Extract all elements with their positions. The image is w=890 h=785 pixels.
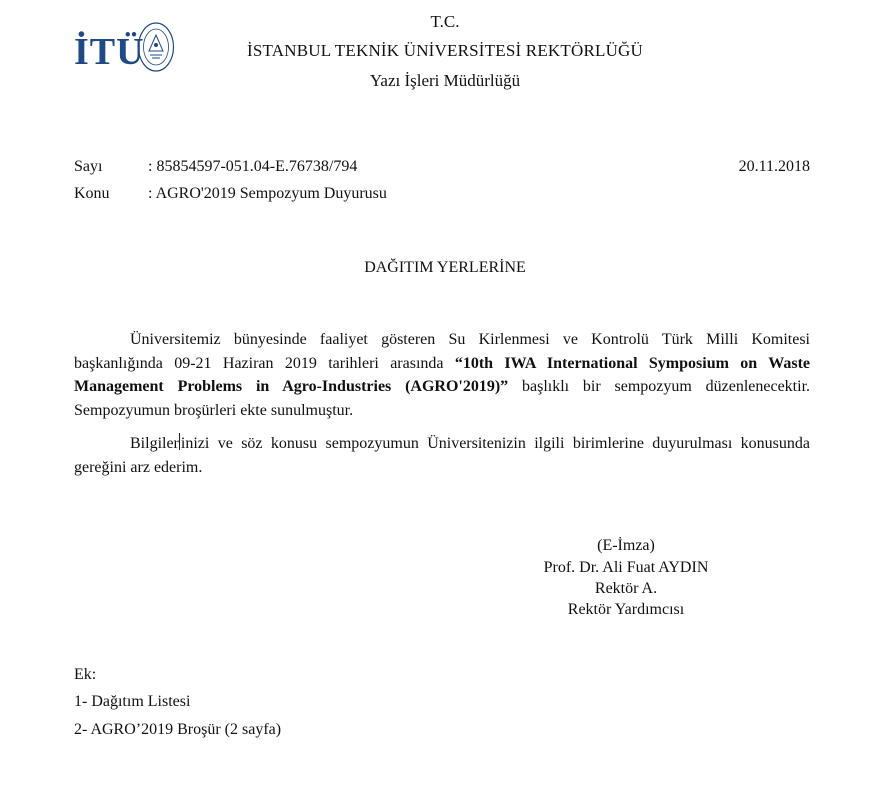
- signatory-title-1: Rektör A.: [594, 580, 658, 597]
- p1-symposium-title: “10th IWA International Symposium on Waste Management Problems in Agro-Industries (AGRO'2019)”: [74, 354, 810, 395]
- body-paragraph-2[interactable]: [74, 432, 810, 479]
- sayi-label: Sayı: [74, 158, 103, 175]
- konu-value: : AGRO'2019 Sempozyum Duyurusu: [148, 185, 387, 202]
- header-university: İSTANBUL TEKNİK ÜNİVERSİTESİ REKTÖRLÜĞÜ: [247, 41, 643, 60]
- p2-text-end: inizi ve söz konusu sempozyumun Üniversitenizin ilgili birimlerine duyurulması konusunda gereğini arz ederim.: [74, 435, 810, 476]
- sayi-value: : 85854597-051.04-E.76738/794: [148, 158, 358, 175]
- e-signature-label: (E-İmza): [597, 537, 655, 554]
- p1-text-end: başlıklı bir sempozyum düzenlenecektir. Sempozyumun broşürleri ekte sunulmuştur.: [74, 378, 811, 419]
- itu-logo: İTÜ: [74, 31, 145, 73]
- document-date: 20.11.2018: [738, 158, 810, 175]
- p1-text-start: Üniversitemiz bünyesinde faaliyet gösteren Su Kirlenmesi ve Kontrolü Türk Milli Komitesi başkanlığında 09-21 Haziran 2019 tarihleri arasında: [74, 331, 810, 372]
- p2-text-start: Bilgiler: [130, 435, 179, 452]
- body-paragraph-1: [74, 328, 810, 422]
- recipient-heading: DAĞITIM YERLERİNE: [364, 259, 526, 276]
- attachment-item: 1- Dağıtım Listesi: [74, 693, 191, 710]
- signatory-title-2: Rektör Yardımcısı: [567, 601, 685, 618]
- header-department: Yazı İşleri Müdürlüğü: [369, 71, 521, 90]
- header-country: T.C.: [430, 12, 460, 31]
- signatory-name: Prof. Dr. Ali Fuat AYDIN: [543, 559, 709, 576]
- konu-label: Konu: [74, 185, 110, 202]
- attachment-item: 2- AGRO’2019 Broşür (2 sayfa): [74, 721, 282, 738]
- attachments-title: Ek:: [74, 666, 97, 683]
